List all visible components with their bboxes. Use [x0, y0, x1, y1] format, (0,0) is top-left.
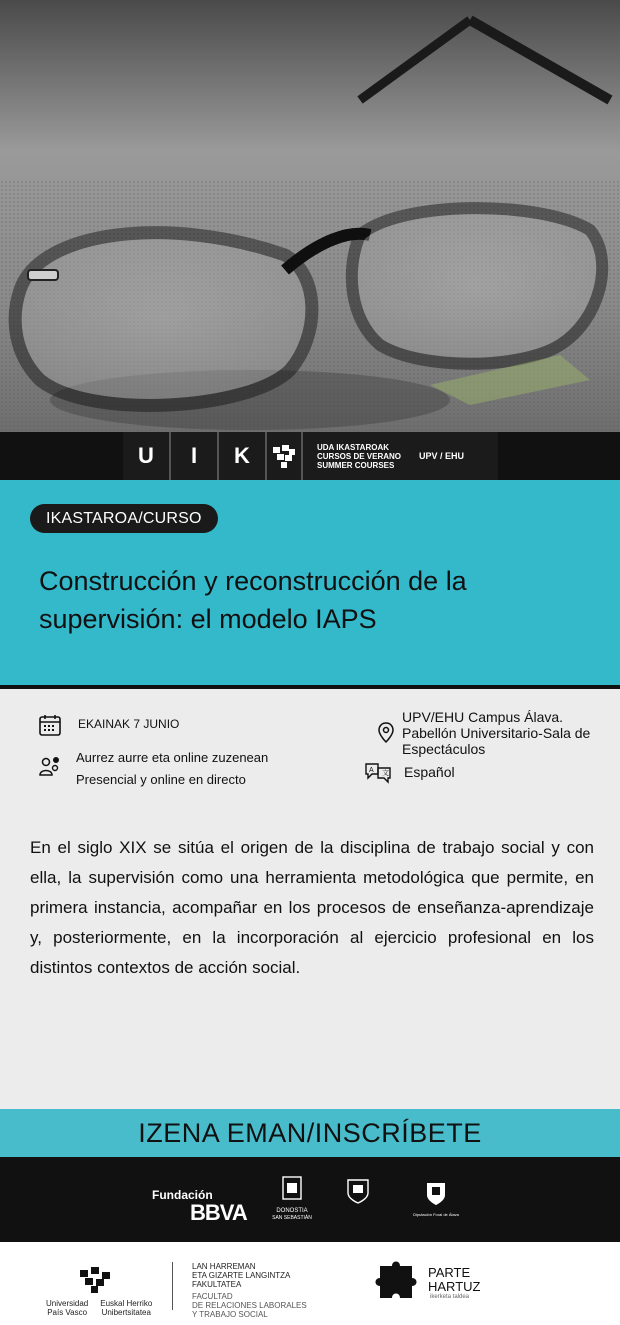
course-title: Construcción y reconstrucción de la supervisión: el modelo IAPS [39, 566, 467, 634]
calendar-icon [38, 713, 62, 737]
bbva-logo: BBVA [190, 1200, 247, 1225]
mode-basque: Aurrez aurre eta online zuzenean [76, 750, 269, 765]
upv-ehu-tree-icon [76, 1264, 116, 1294]
parte-hartuz-logo: PARTE HARTUZ ikerketa taldea [374, 1256, 504, 1312]
fundacion-label: Fundación [152, 1188, 213, 1202]
language-icon [364, 761, 392, 785]
course-date: EKAINAK 7 JUNIO [78, 717, 180, 731]
course-type-badge: IKASTAROA/CURSO [30, 504, 218, 533]
faculty-text: LAN HARREMAN ETA GIZARTE LANGINTZA FAKULTATEA FACULTAD DE RELACIONES LABORALES Y TRABAJO SOCIAL [192, 1262, 307, 1319]
course-language: Español [404, 764, 455, 780]
sponsors-bar [0, 1157, 620, 1242]
footer-logos [0, 1242, 620, 1325]
uik-strip [0, 432, 620, 480]
puzzle-piece-icon [374, 1256, 426, 1302]
course-info [0, 689, 620, 1109]
language-row [364, 761, 455, 785]
footer-divider [172, 1262, 173, 1310]
upv-ehu-tree-logo-icon [267, 432, 303, 480]
donostia-crest-icon [281, 1175, 303, 1203]
uik-logo-bar [123, 432, 498, 480]
course-description: En el siglo XIX se sitúa el origen de la disciplina de trabajo social y con ella, la supervisión como una herramienta metodológica que permite, en primera instancia, acompañar en los procesos de enseñanza-aprendizaje y, posteriormente, en la incorporación al ejercicio profesional en los distintos contextos de acción social. [30, 838, 594, 977]
donostia-logo: DONOSTIA SAN SEBASTIÁN [268, 1175, 316, 1221]
svg-text:文: 文 [382, 770, 389, 777]
uik-upv-text: UPV / EHU [419, 451, 465, 461]
svg-text:A: A [369, 767, 374, 774]
mode-row [38, 747, 268, 791]
gipuzkoa-crest-icon [345, 1177, 371, 1205]
date-row [38, 713, 179, 737]
course-header [0, 480, 620, 685]
gipuzkoa-logo [338, 1177, 378, 1210]
uik-letter-i: I [171, 432, 219, 480]
register-button[interactable]: IZENA EMAN/INSCRÍBETE [0, 1109, 620, 1157]
alava-crest-icon [425, 1181, 447, 1207]
hero-image-glasses [0, 0, 620, 432]
uik-letter-u: U [123, 432, 171, 480]
location-row [374, 709, 597, 757]
mode-spanish: Presencial y online en directo [76, 772, 246, 787]
uik-letter-k: K [219, 432, 267, 480]
location-pin-icon [374, 721, 398, 745]
upv-ehu-logo: Universidad País Vasco Euskal Herriko Unibertsitatea [46, 1264, 156, 1317]
uik-course-text: UDA IKASTAROAK CURSOS DE VERANO SUMMER COURSES [317, 442, 402, 470]
course-location: UPV/EHU Campus Álava. Pabellón Universitario-Sala de Espectáculos [402, 709, 591, 757]
alava-logo: Diputación Foral de Álava [404, 1181, 468, 1217]
people-icon [38, 755, 62, 779]
